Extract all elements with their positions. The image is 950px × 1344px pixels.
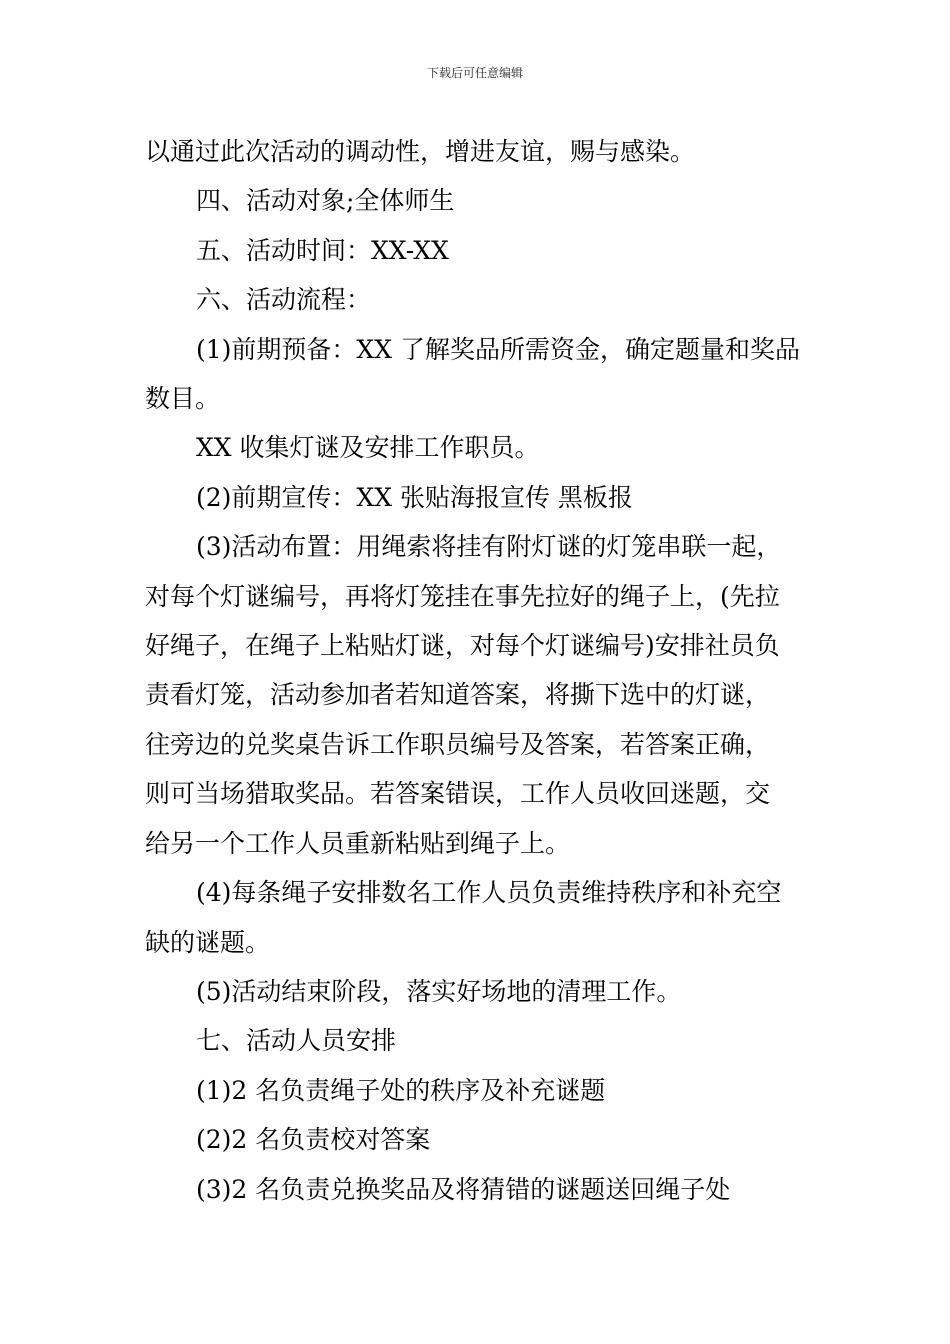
text-line: (3)2 名负责兑换奖品及将猜错的谜题送回绳子处 — [196, 1174, 731, 1204]
text-line: 好绳子，在绳子上粘贴灯谜，对每个灯谜编号)安排社员负 — [145, 631, 780, 661]
text-line: 则可当场猎取奖品。若答案错误，工作人员收回迷题，交 — [145, 779, 771, 809]
text-line: (5)活动结束阶段，落实好场地的清理工作。 — [196, 976, 682, 1006]
text-line: 往旁边的兑奖桌告诉工作职员编号及答案，若答案正确， — [145, 729, 771, 759]
text-line: 责看灯笼，活动参加者若知道答案，将撕下选中的灯谜， — [145, 680, 771, 710]
text-line: (2)2 名负责校对答案 — [196, 1125, 431, 1155]
text-line: 对每个灯谜编号，再将灯笼挂在事先拉好的绳子上，(先拉 — [145, 581, 780, 611]
text-line: 四、活动对象;全体师生 — [196, 186, 455, 216]
text-line: (1)2 名负责绳子处的秩序及补充谜题 — [196, 1075, 606, 1105]
text-line: (1)前期预备：XX 了解奖品所需资金，确定题量和奖品 — [196, 334, 800, 364]
text-line: 五、活动时间：XX-XX — [196, 235, 449, 265]
text-line: 给另一个工作人员重新粘贴到绳子上。 — [145, 828, 571, 858]
text-line: 六、活动流程： — [196, 285, 372, 315]
text-line: 数目。 — [145, 384, 221, 414]
text-line: 七、活动人员安排 — [196, 1026, 397, 1056]
text-line: (2)前期宣传：XX 张贴海报宣传 黑板报 — [196, 482, 633, 512]
document-body — [145, 127, 810, 1214]
text-line: XX 收集灯谜及安排工作职员。 — [196, 433, 540, 463]
text-line: 以通过此次活动的调动性，增进友谊，赐与感染。 — [145, 137, 696, 166]
text-line: 缺的谜题。 — [145, 927, 271, 957]
page-header: 下载后可任意编辑 — [426, 66, 523, 80]
text-line: (4)每条绳子安排数名工作人员负责维持秩序和补充空 — [196, 878, 782, 908]
text-line: (3)活动布置：用绳索将挂有附灯谜的灯笼串联一起， — [196, 532, 782, 562]
